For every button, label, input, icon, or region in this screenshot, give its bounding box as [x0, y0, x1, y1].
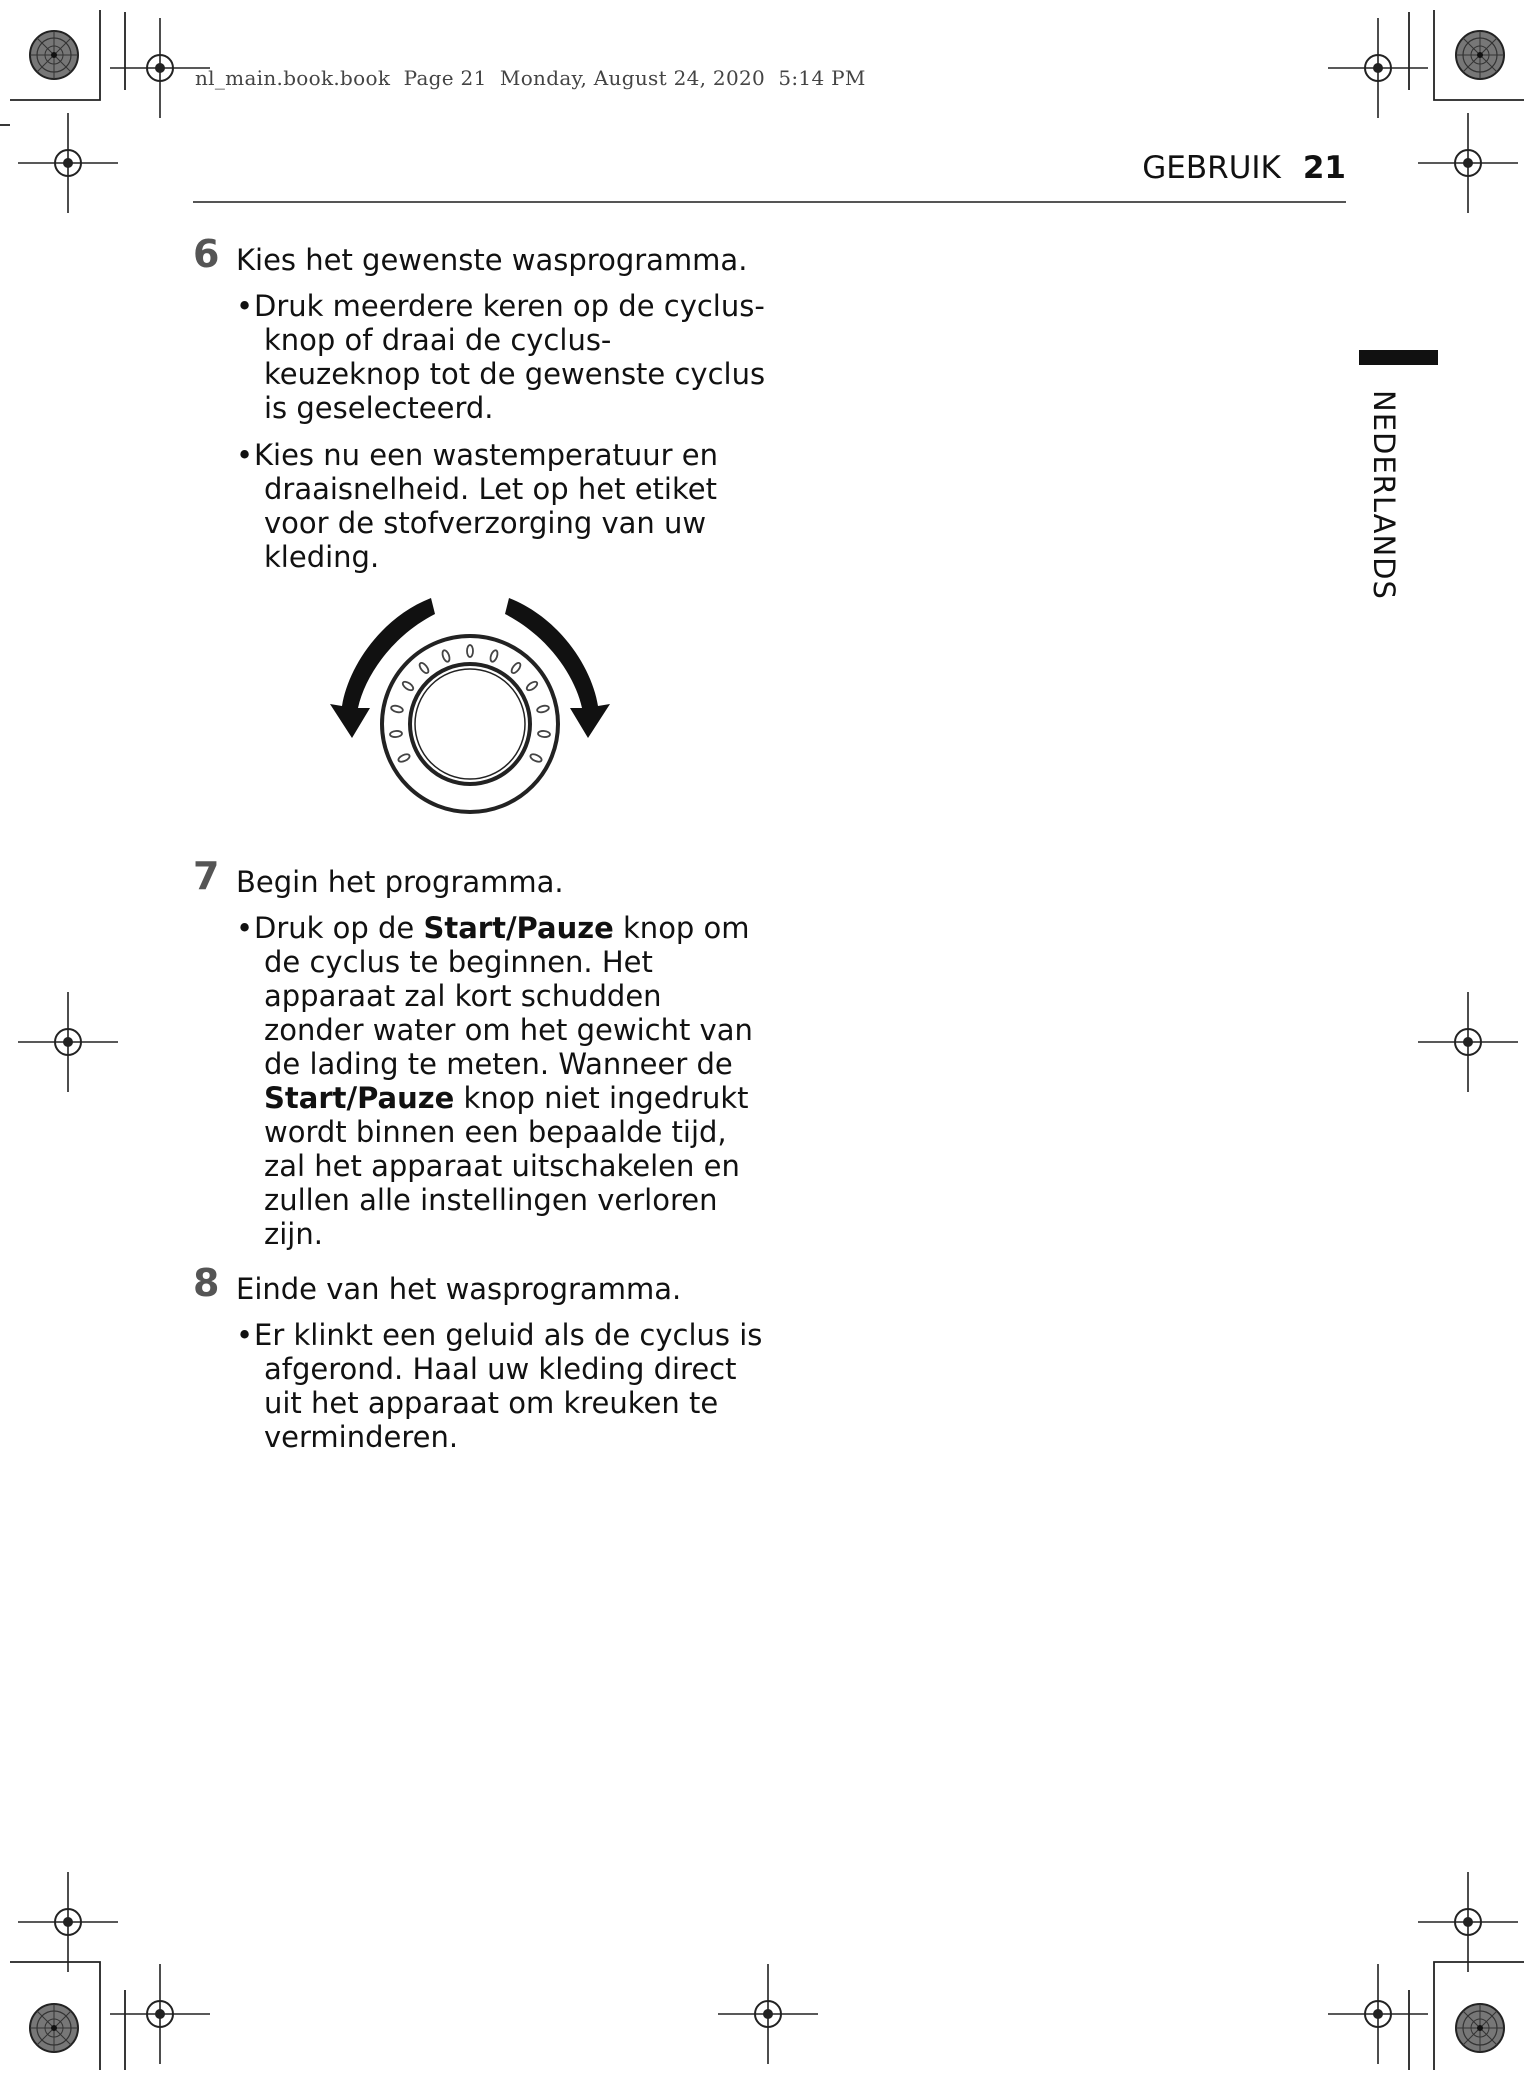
step-number: 7 [193, 854, 220, 898]
list-item: •Er klinkt een geluid als de cyclus is afgerond. Haal uw kleding direct uit het apparaat om kreuken te verminderen. [236, 1318, 763, 1454]
registration-crosshair-icon [18, 992, 118, 1092]
list-item-text: Druk meerdere keren op de cyclus-knop of draai de cyclus-keuzeknop tot de gewenste cyclus is geselecteerd. [254, 289, 766, 425]
step-number: 8 [193, 1261, 220, 1305]
page-number: 21 [1302, 150, 1346, 186]
list-item: •Kies nu een wastemperatuur en draaisnelheid. Let op het etiket voor de stofverzorging van uw kleding. [236, 438, 718, 574]
header-divider [193, 201, 1346, 203]
language-tab-marker [1359, 350, 1438, 365]
step-title: Begin het programma. [236, 865, 564, 899]
start-pause-label: Start/Pauze [423, 911, 614, 945]
print-slug: nl_main.book.book Page 21 Monday, August 24, 2020 5:14 PM [195, 66, 866, 90]
page-header [1142, 150, 1346, 186]
step-number: 6 [193, 232, 220, 276]
list-item-text: knop om de cyclus te beginnen. Het apparaat zal kort schudden zonder water om het gewicht van de lading te meten. Wanneer de [264, 911, 753, 1081]
start-pause-label: Start/Pauze [264, 1081, 455, 1115]
list-item: •Druk meerdere keren op de cyclus-knop of draai de cyclus-keuzeknop tot de gewenste cyclus is geselecteerd. [236, 289, 766, 425]
registration-crosshair-icon [18, 1872, 118, 1972]
list-item: •Druk op de Start/Pauze knop om de cyclus te beginnen. Het apparaat zal kort schudden zonder water om het gewicht van de lading te meten. Wanneer de Start/Pauze knop niet ingedrukt wordt binnen een bepaalde tijd, zal het apparaat uitschakelen en zullen alle instellingen verloren zijn. [236, 911, 753, 1251]
list-item-text: knop niet ingedrukt wordt binnen een bepaalde tijd, zal het apparaat uitschakelen en zullen alle instellingen verloren zijn. [264, 1081, 749, 1251]
registration-crosshair-icon [18, 113, 118, 213]
registration-crosshair-icon [1328, 1964, 1428, 2064]
cycle-dial-rotate-icon [300, 588, 640, 828]
language-tab-label: NEDERLANDS [1367, 390, 1401, 600]
list-item-text: Er klinkt een geluid als de cyclus is afgerond. Haal uw kleding direct uit het apparaat om kreuken te verminderen. [254, 1318, 763, 1454]
list-item-text: Druk op de [254, 911, 424, 945]
list-item-text: Kies nu een wastemperatuur en draaisnelheid. Let op het etiket voor de stofverzorging van uw kleding. [254, 438, 718, 574]
registration-burst-icon [1456, 31, 1504, 79]
section-title: GEBRUIK [1142, 150, 1281, 186]
registration-crosshair-icon [1418, 113, 1518, 213]
registration-crosshair-icon [1418, 1872, 1518, 1972]
step-title: Einde van het wasprogramma. [236, 1272, 682, 1306]
registration-burst-icon [30, 31, 78, 79]
registration-burst-icon [1456, 2004, 1504, 2052]
step-title: Kies het gewenste wasprogramma. [236, 243, 748, 277]
registration-crosshair-icon [1418, 992, 1518, 1092]
registration-crosshair-icon [1328, 18, 1428, 118]
registration-crosshair-icon [718, 1964, 818, 2064]
registration-burst-icon [30, 2004, 78, 2052]
